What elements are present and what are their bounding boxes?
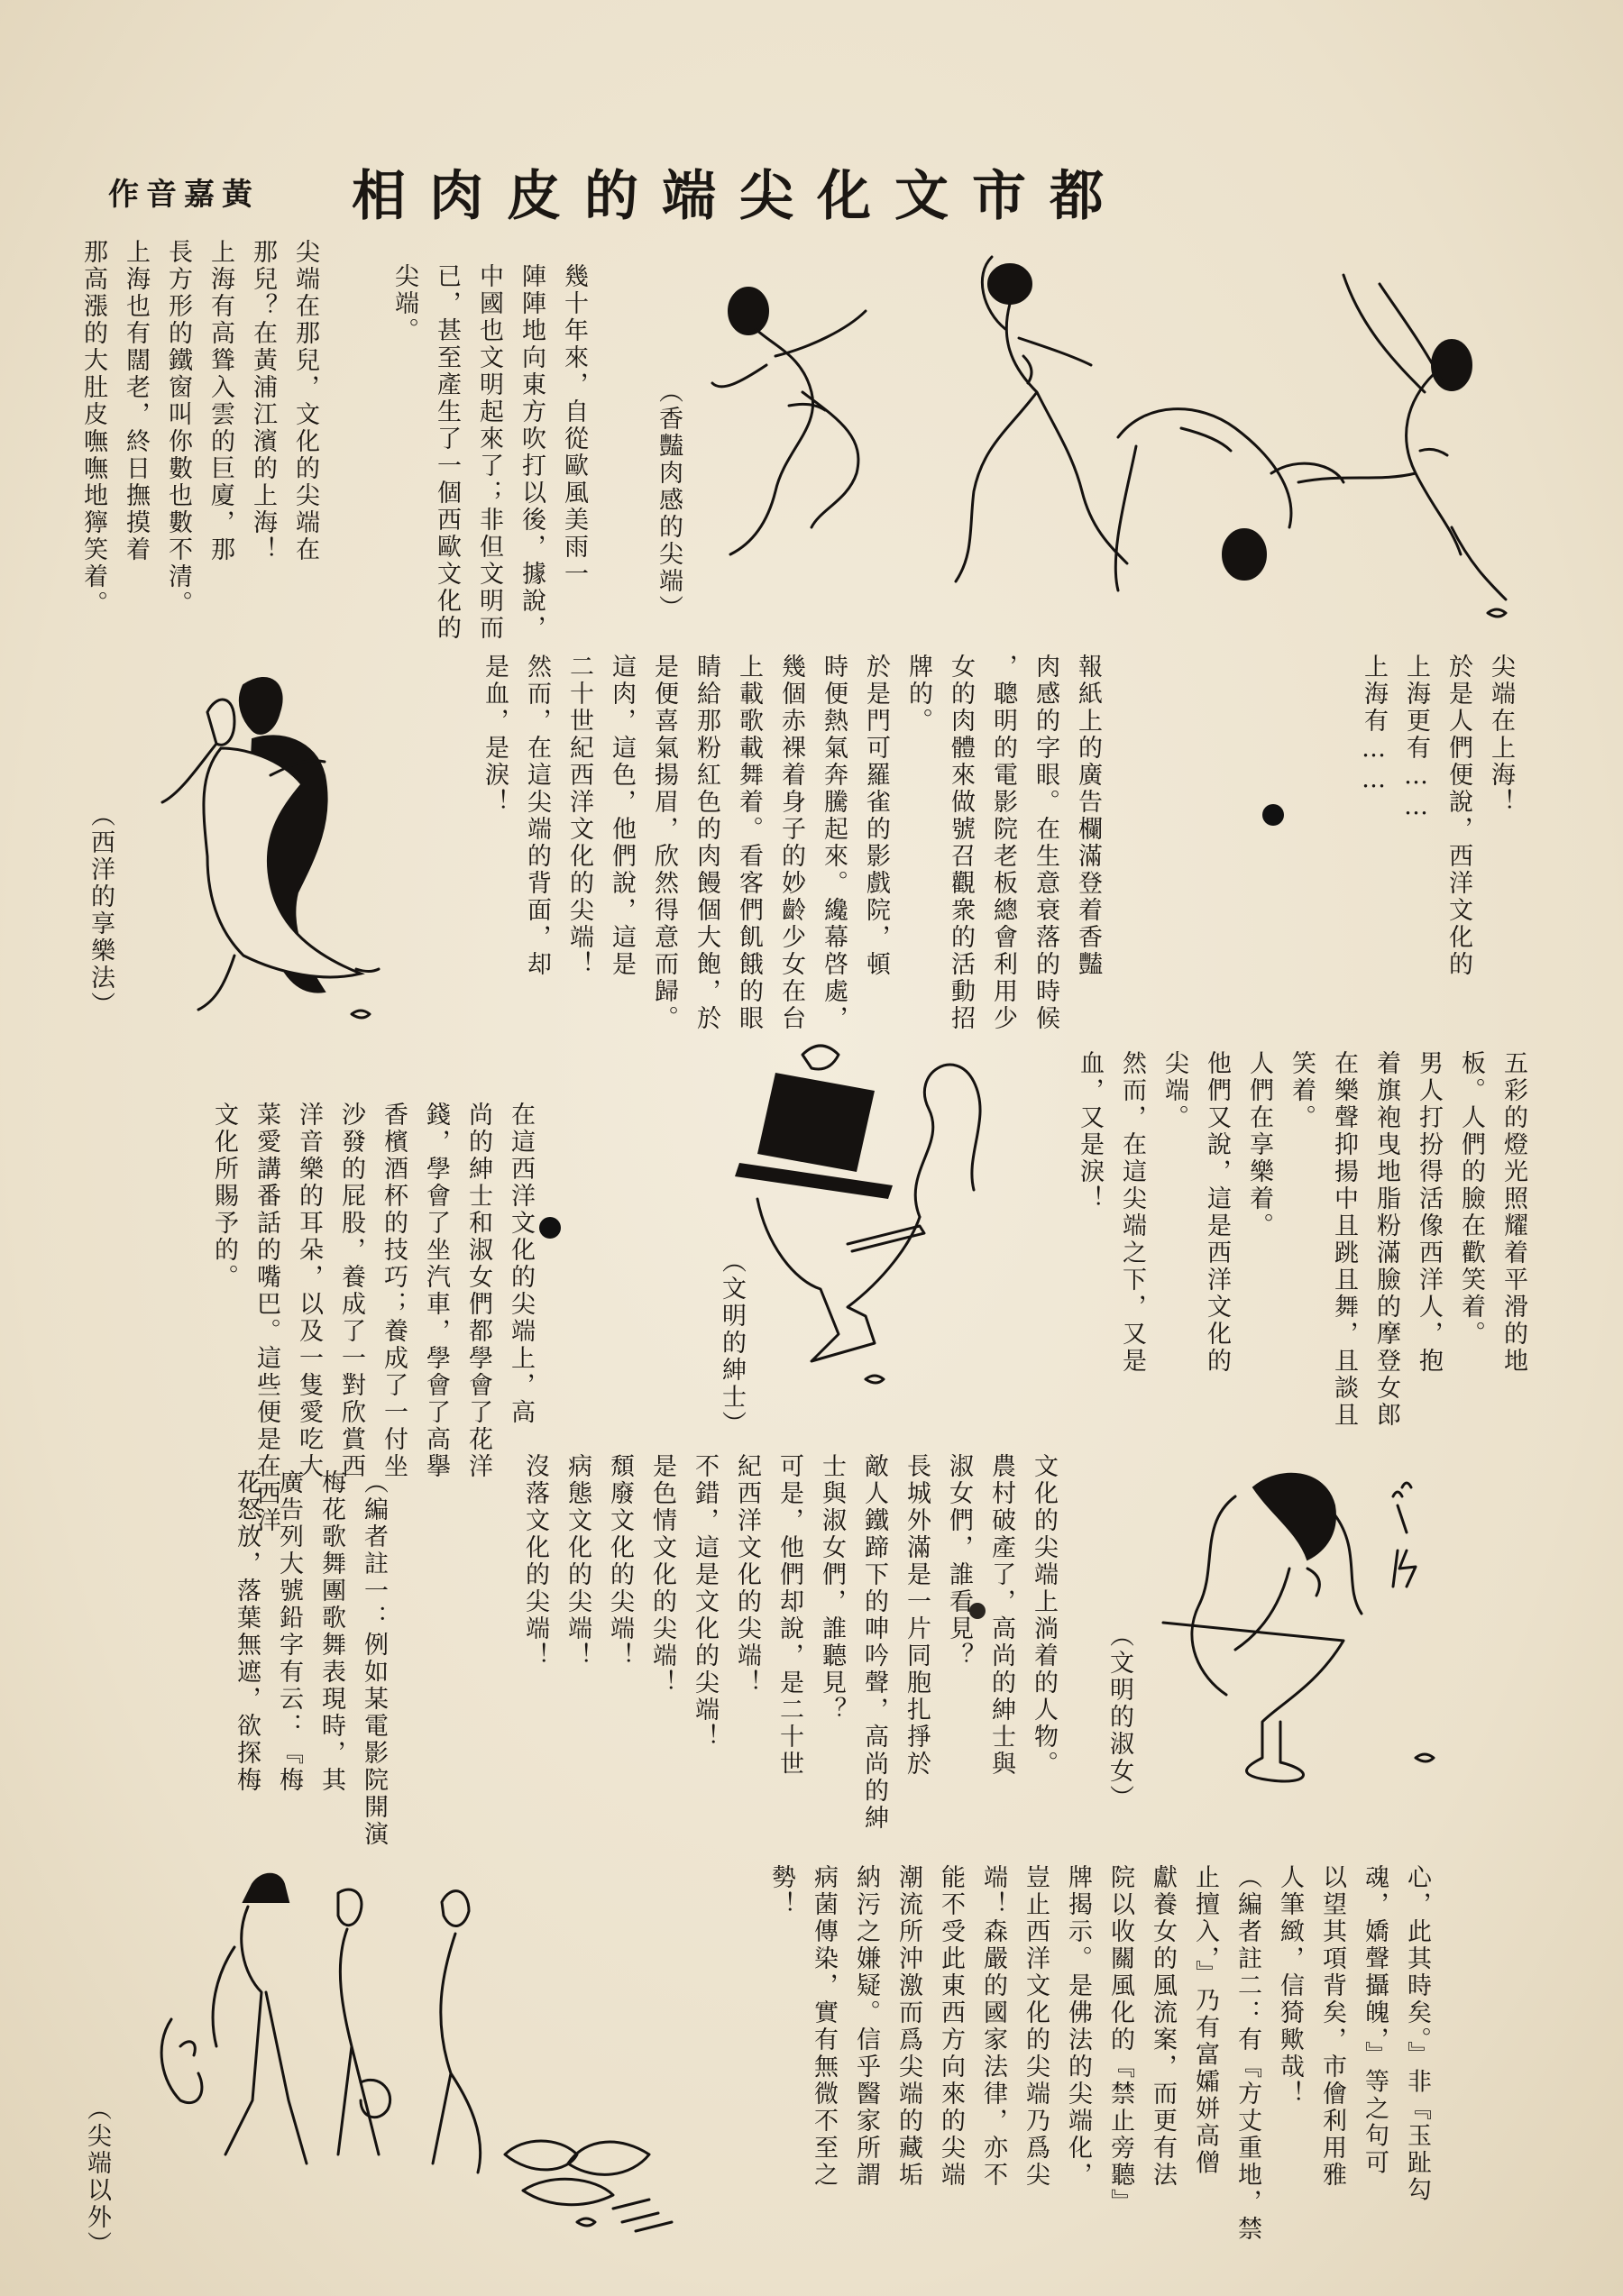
caption-outside: （尖端以外） bbox=[83, 2096, 111, 2258]
author-byline: 黃嘉音作 bbox=[108, 177, 260, 213]
page-title: 都市文化尖端的皮肉相 bbox=[352, 165, 1127, 228]
text-block-decades: 幾十年來，自從歐風美雨一 陣陣地向東方吹打以後，據說， 中國也文明起來了；非但文明而 已，甚至產生了一個西歐文化的 尖端。 bbox=[390, 263, 588, 642]
caption-western-pleasure: （西洋的享樂法） bbox=[87, 802, 115, 1019]
text-block-gentry: 在這西洋文化的尖端上，高 尚的紳士和淑女們都學會了花洋 錢，學會了坐汽車，學會了高擧 香檳酒杯的技巧；養成了一付坐 沙發的屁股，養成了一對欣賞西 洋音樂的耳朵，以及一隻愛吃大 菜愛講番話的嘴巴。這些便是在西洋 文化所賜予的。 bbox=[210, 1102, 535, 1534]
section-dot bbox=[539, 1217, 561, 1239]
dancing-couple-illustration bbox=[144, 658, 379, 1019]
caption-gentleman: （文明的紳士） bbox=[718, 1249, 746, 1438]
section-dot bbox=[1262, 804, 1284, 826]
gentleman-illustration bbox=[739, 1037, 1010, 1397]
caption-flesh: （香豔肉感的尖端） bbox=[655, 379, 683, 622]
text-block-cinema: 報紙上的廣告欄滿登着香豔 肉感的字眼。在生意衰落的時候 ，聰明的電影院老板總會利用少 女的肉體來做號召觀衆的活動招 牌的。 於是門可羅雀的影戲院，頓 時便熱氣奔騰起來。纔幕啓處， 幾個赤裸着身子的妙齡少女在台 上載歌載舞着。看客們飢餓的眼 睛給那粉紅色的肉饅個大飽，於 是便喜氣揚眉，欣然得意而歸。 這肉，這色，他們說，這是 二十世紀西洋文化的尖端！ 然而，在這尖端的背面，却 是血，是淚！ bbox=[481, 654, 1102, 1032]
lady-illustration bbox=[1145, 1460, 1506, 1803]
text-block-where: 尖端在那兒，文化的尖端在 那兒？在黃浦江濱的上海！ 上海有高聳入雲的巨廈，那 長方形的鐵窗叫你數也數不清。 上海也有闊老，終日撫摸着 那高漲的大肚皮嘸嘸地獰笑着。 bbox=[79, 239, 319, 617]
editor-note-one: （編者註一：例如某電影院開演 梅花歌舞團歌舞表現時，其 廣告列大號鉛字有云：『梅 花怒放，落葉無遮，欲探梅 bbox=[233, 1469, 388, 1848]
text-block-decadence: 文化的尖端上淌着的人物。 農村破產了，高尚的紳士與 淑女們，誰看見？ 長城外滿是一片同胞扎掙於 敵人鐵蹄下的呻吟聲，高尚的紳 士與淑女們，誰聽見？ 可是，他們却說，是二十世 紀西洋文化的尖端！ 不錯，這是文化的尖端！ 是色情文化的尖端！ 頹廢文化的尖端！ 病態文化的尖端！ 沒落文化的尖端！ bbox=[521, 1453, 1058, 1832]
outcasts-illustration bbox=[144, 1866, 721, 2236]
caption-lady: （文明的淑女） bbox=[1105, 1623, 1133, 1812]
editor-note-two: 心，此其時矣。』非『玉趾勾 魂，嬌聲攝魄，』等之句可 以望其項背矣，市儈利用雅 人筆緻，信猗歟哉！ （編者註二：有『方丈重地，禁 止擅入，』乃有富孀姘高僧 獻養女的風流案，而更有法 院以收關風化的『禁止旁聽』 牌揭示。是佛法的尖端化， 豈止西洋文化的尖端乃爲尖 端！森嚴的國家法律，亦不 能不受此東西方向來的尖端 潮流所沖激而爲尖端的藏垢 納污之嫌疑。信乎醫家所謂 病菌傳染，實有無微不至之 勢！ bbox=[767, 1864, 1431, 2243]
text-block-dance-hall: 五彩的燈光照耀着平滑的地 板。人們的臉在歡笑着。 男人打扮得活像西洋人，抱 着旗袍曳地脂粉滿臉的摩登女郎 在樂聲抑揚中且跳且舞，且談且 笑着。 人們在享樂着。 他們又說，這是西洋文化的 尖端。 然而，在這尖端之下，又是 血，又是淚！ bbox=[1076, 1050, 1527, 1429]
dancing-women-illustration bbox=[712, 257, 1524, 636]
text-block-shanghai-has: 尖端在上海！ 於是人們便說，西洋文化的 上海更有…… 上海有…… bbox=[1360, 654, 1515, 978]
